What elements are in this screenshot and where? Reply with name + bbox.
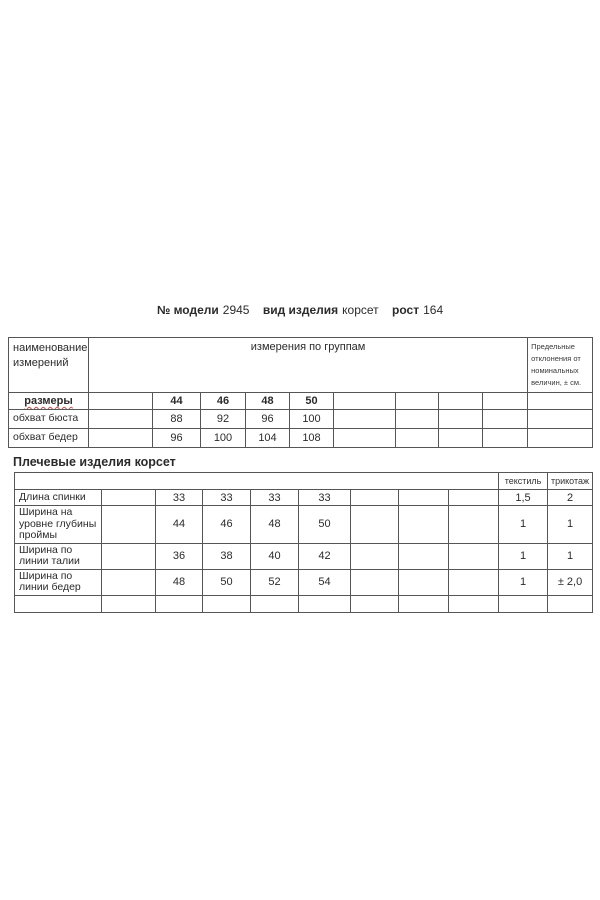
table-row-hip-width [15,569,593,595]
empty-cell [351,543,399,569]
knitwear-tolerance-value: ± 2,0 [548,569,593,595]
measure-value: 104 [246,429,290,448]
knitwear-tolerance-value: 2 [548,490,593,506]
measure-value: 33 [299,490,351,506]
measure-value: 44 [156,506,203,544]
table1-name-header: наименование измерений [9,338,89,393]
height-value: 164 [423,303,444,317]
empty-cell [299,595,351,612]
measure-value: 48 [251,506,299,544]
textile-tolerance-value: 1,5 [499,490,548,506]
measure-value: 50 [203,569,251,595]
size-value: 50 [290,393,334,410]
table-row-armhole-width [15,506,593,544]
measure-value: 96 [246,410,290,429]
textile-tolerance-value: 1 [499,506,548,544]
column-header-knitwear: трикотаж [548,473,593,490]
row-label-sizes [9,393,89,410]
table1-header-row [9,338,593,393]
empty-cell [483,393,528,410]
product-type-label: вид изделия [262,303,339,317]
column-header-textile: текстиль [499,473,548,490]
knitwear-tolerance-value: 1 [548,543,593,569]
empty-cell [334,410,396,429]
empty-cell [89,393,153,410]
empty-cell [396,429,439,448]
empty-cell [334,393,396,410]
empty-cell [15,595,102,612]
row-label-bust-girth: обхват бюста [9,410,89,429]
empty-cell [351,506,399,544]
empty-cell [399,543,449,569]
model-number-label: № модели [156,303,219,317]
row-label-back-length: Длина спинки [15,490,102,506]
empty-limit-cell [528,429,593,448]
table1-limits-header: Предельные отклонения от номинальных величин, ± см. [528,338,593,393]
measure-value: 36 [156,543,203,569]
empty-cell [449,506,499,544]
empty-cell [483,429,528,448]
empty-cell [548,595,593,612]
measure-value: 100 [290,410,334,429]
measure-value: 33 [156,490,203,506]
measure-value: 33 [203,490,251,506]
shoulder-items-table [14,472,593,613]
textile-tolerance-value: 1 [499,543,548,569]
empty-limit-cell [528,393,593,410]
measure-value: 88 [153,410,201,429]
empty-cell [449,569,499,595]
document-title [0,303,600,317]
measure-value: 92 [201,410,246,429]
empty-limit-cell [528,410,593,429]
product-type-group [263,303,379,317]
section-heading-shoulder-items: Плечевые изделия корсет [13,455,176,469]
row-label-hip-girth: обхват бедер [9,429,89,448]
row-label-waist-width: Ширина по линии талии [15,543,102,569]
empty-cell [399,490,449,506]
measure-value: 38 [203,543,251,569]
empty-cell [396,393,439,410]
group-measurements-table [8,337,593,448]
measure-value: 48 [156,569,203,595]
empty-cell [89,429,153,448]
empty-cell [449,543,499,569]
size-value: 48 [246,393,290,410]
empty-cell [102,506,156,544]
table-row-waist-width [15,543,593,569]
empty-cell [439,410,483,429]
measure-value: 50 [299,506,351,544]
textile-tolerance-value: 1 [499,569,548,595]
table-row-sizes [9,393,593,410]
empty-cell [399,595,449,612]
empty-cell [499,595,548,612]
empty-cell [102,490,156,506]
empty-cell [334,429,396,448]
measure-value: 100 [201,429,246,448]
table-row-bust-girth [9,410,593,429]
measure-value: 52 [251,569,299,595]
measure-value: 40 [251,543,299,569]
empty-cell [449,490,499,506]
empty-cell [483,410,528,429]
row-label-hip-width: Ширина по линии бедер [15,569,102,595]
empty-cell [439,393,483,410]
empty-cell [203,595,251,612]
table1-groups-header: измерения по группам [89,338,528,393]
empty-cell [399,506,449,544]
empty-cell [351,490,399,506]
empty-cell [439,429,483,448]
empty-cell [351,569,399,595]
size-value: 44 [153,393,201,410]
empty-cell [156,595,203,612]
empty-cell [351,595,399,612]
measure-value: 108 [290,429,334,448]
measure-value: 54 [299,569,351,595]
table-row-empty [15,595,593,612]
measure-value: 96 [153,429,201,448]
table-row-hip-girth [9,429,593,448]
height-label: рост [392,303,420,317]
measure-value: 33 [251,490,299,506]
empty-cell [89,410,153,429]
empty-cell [102,569,156,595]
empty-cell [102,543,156,569]
model-number-value: 2945 [222,303,250,317]
empty-cell [449,595,499,612]
height-group [392,303,443,317]
table-row-back-length [15,490,593,506]
knitwear-tolerance-value: 1 [548,506,593,544]
measure-value: 46 [203,506,251,544]
product-type-value: корсет [342,303,379,317]
empty-cell [399,569,449,595]
row-label-armhole-width: Ширина на уровне глубины проймы [15,506,102,544]
empty-cell [251,595,299,612]
table2-header-row [15,473,593,490]
size-value: 46 [201,393,246,410]
measure-value: 42 [299,543,351,569]
empty-cell [102,595,156,612]
empty-header-span [15,473,499,490]
sizes-label-text: размеры [24,395,73,407]
empty-cell [396,410,439,429]
model-number-group [157,303,250,317]
